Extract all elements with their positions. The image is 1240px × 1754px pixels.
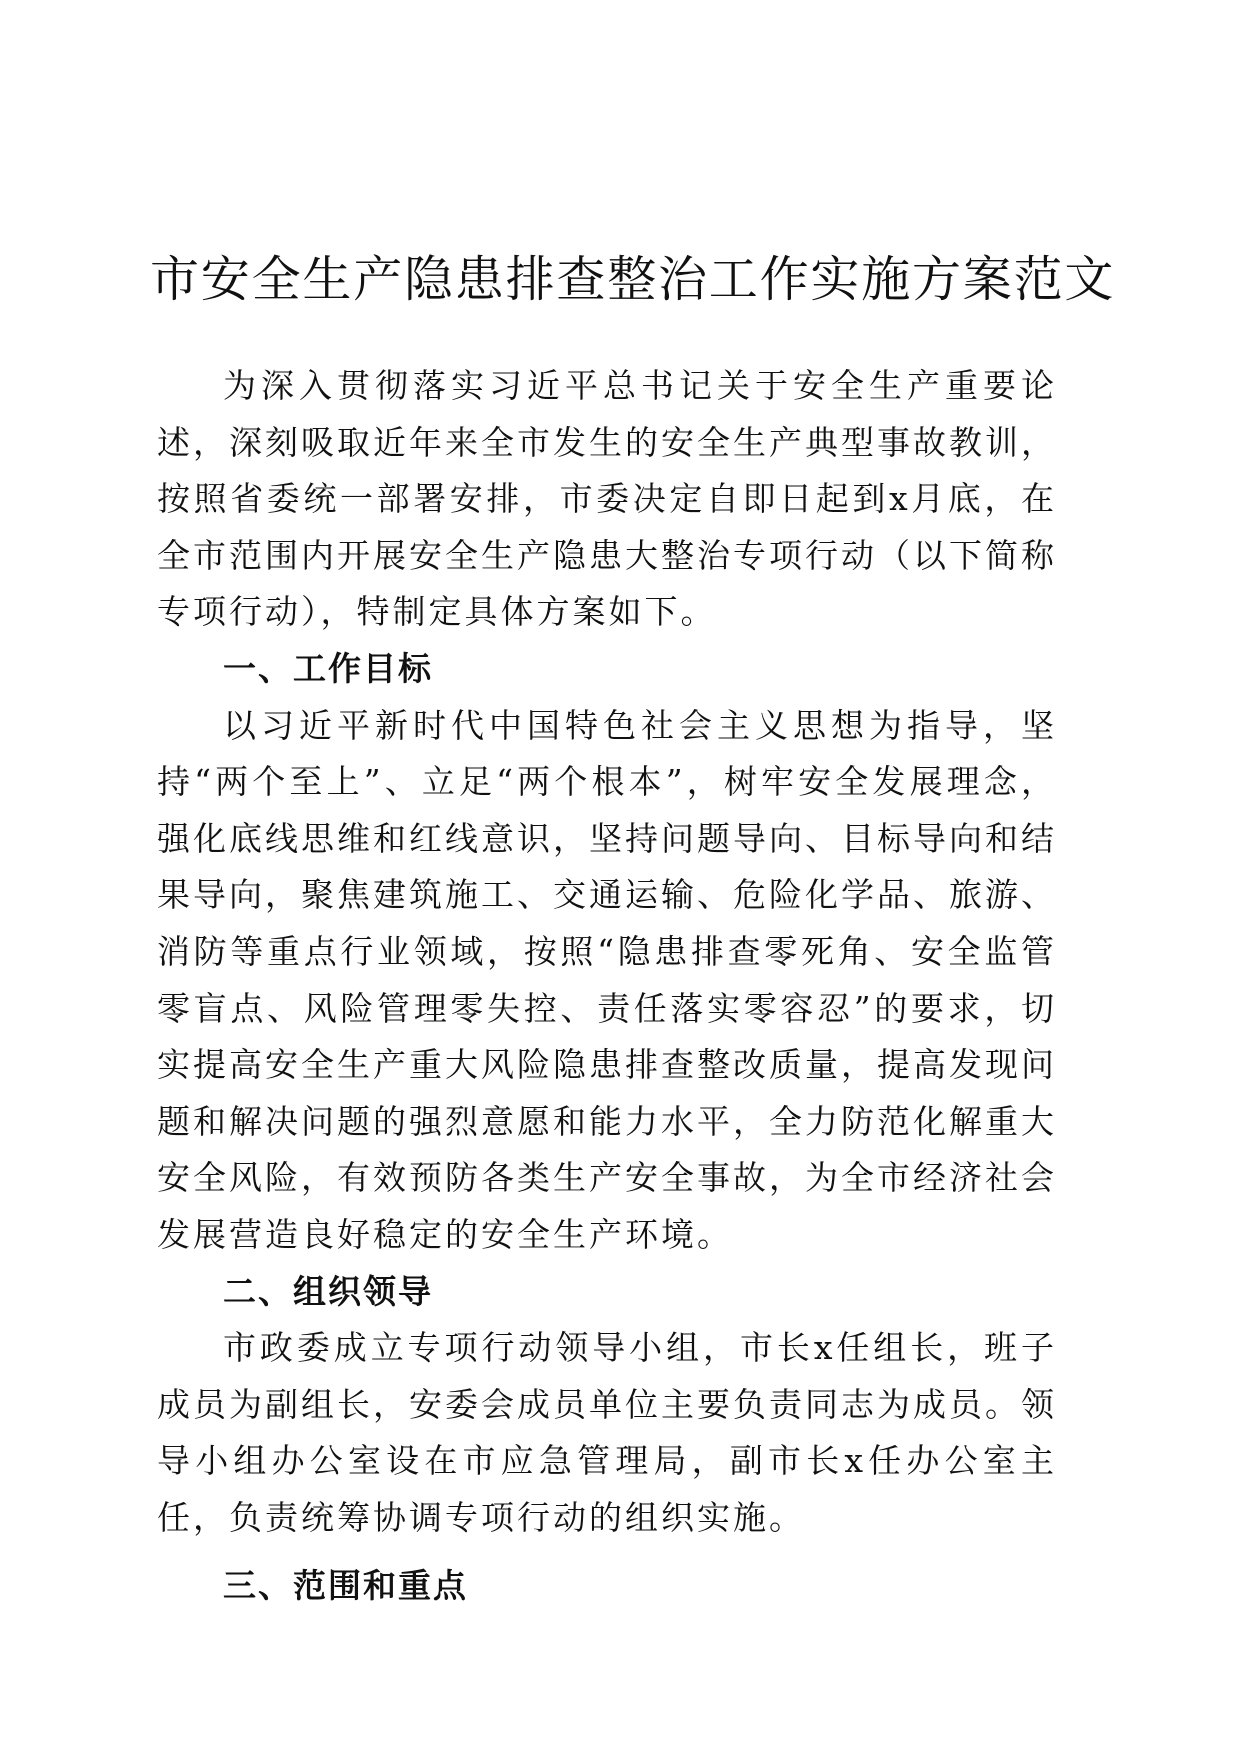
section-heading-scope: 三、范围和重点	[223, 1566, 468, 1606]
section-body-leadership: 市政委成立专项行动领导小组，市长x任组长，班子成员为副组长，安委会成员单位主要负责同志为成员。领导小组办公室设在市应急管理局，副市长x任办公室主任，负责统筹协调专项行动的组织实施。	[157, 1328, 1057, 1537]
section-heading-leadership: 二、组织领导	[223, 1271, 433, 1311]
document-title: 市安全生产隐患排查整治工作实施方案范文	[150, 251, 1116, 308]
document-body	[157, 358, 1057, 1615]
intro-paragraph: 为深入贯彻落实习近平总书记关于安全生产重要论述，深刻吸取近年来全市发生的安全生产典型事故教训，按照省委统一部署安排，市委决定自即日起到x月底，在全市范围内开展安全生产隐患大整治专项行动（以下简称专项行动），特制定具体方案如下。	[157, 366, 1057, 632]
section-heading-goals: 一、工作目标	[223, 648, 433, 688]
section-body-goals: 以习近平新时代中国特色社会主义思想为指导，坚持“两个至上”、立足“两个根本”，树牢安全发展理念，强化底线思维和红线意识，坚持问题导向、目标导向和结果导向，聚焦建筑施工、交通运输、危险化学品、旅游、消防等重点行业领域，按照“隐患排查零死角、安全监管零盲点、风险管理零失控、责任落实零容忍”的要求，切实提高安全生产重大风险隐患排查整改质量，提高发现问题和解决问题的强烈意愿和能力水平，全力防范化解重大安全风险，有效预防各类生产安全事故，为全市经济社会发展营造良好稳定的安全生产环境。	[157, 705, 1057, 1254]
